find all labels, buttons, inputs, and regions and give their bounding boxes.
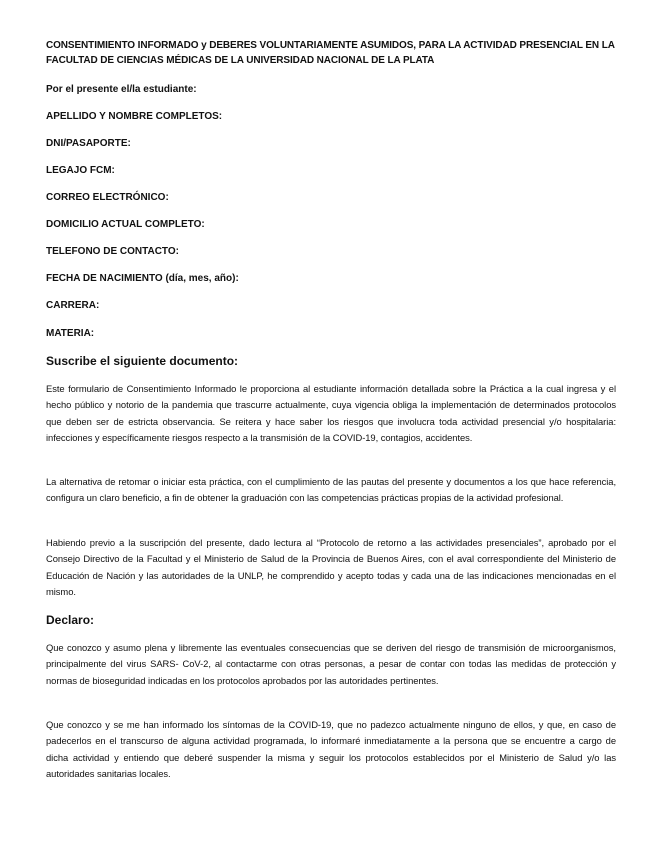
declare-heading: Declaro: <box>46 613 95 627</box>
intro-text: Por el presente el/la estudiante: <box>46 84 197 95</box>
field-phone-label: TELEFONO DE CONTACTO: <box>46 246 179 257</box>
field-legajo-label: LEGAJO FCM: <box>46 165 115 176</box>
field-birthdate-label: FECHA DE NACIMIENTO (día, mes, año): <box>46 273 239 284</box>
field-subject-label: MATERIA: <box>46 328 95 339</box>
paragraph-informed-consent: Este formulario de Consentimiento Informado le proporciona al estudiante información detallada sobre la Práctica a la cual ingresa y el hecho público y notorio de la pandemia que trascurre actualmente, cuya vigencia obliga la implementación de determinados protocolos que deben ser de estricta observancia. Se reitera y hace saber los riesgos que involucra toda actividad presencial y/o hospitalaria: infecciones y específicamente riesgos respecto a la transmisión de la COVID-19, contagios, accidentes. <box>46 383 616 444</box>
field-career-label: CARRERA: <box>46 300 100 311</box>
paragraph-protocol: Habiendo previo a la suscripción del presente, dado lectura al “Protocolo de retorno a las actividades presenciales”, aprobado por el Consejo Directivo de la Facultad y el Ministerio de Salud de la Provincia de Buenos Aires, con el aval correspondiente del Ministerio de Educación de Nación y las autoridades de la UNLP, he comprendido y acepto todas y cada una de las indicaciones mencionadas en el mismo. <box>46 537 616 598</box>
paragraph-alternative: La alternativa de retomar o iniciar esta práctica, con el cumplimiento de las pautas del presente y documentos a los que hace referencia, configura un claro beneficio, a fin de obtener la graduación con las competencias prácticas propias de la actividad profesional. <box>46 476 616 504</box>
field-name-label: APELLIDO Y NOMBRE COMPLETOS: <box>46 111 223 122</box>
field-email-label: CORREO ELECTRÓNICO: <box>46 192 169 203</box>
subscribe-heading: Suscribe el siguiente documento: <box>46 354 239 368</box>
declaration-symptoms: Que conozco y se me han informado los síntomas de la COVID-19, que no padezco actualmente ninguno de ellos, y que, en caso de padecerlos en el transcurso de alguna actividad programada, lo informaré inmediatamente a la persona que se encuentre a cargo de dicha actividad y entiendo que deberé suspender la misma y seguir los protocolos establecidos por el Ministerio de Salud y/o las autoridades sanitarias locales. <box>46 719 616 780</box>
field-dni-label: DNI/PASAPORTE: <box>46 138 131 149</box>
document-title: CONSENTIMIENTO INFORMADO y DEBERES VOLUNTARIAMENTE ASUMIDOS, PARA LA ACTIVIDAD PRESENCIAL EN LA FACULTAD DE CIENCIAS MÉDICAS DE LA UNIVERSIDAD NACIONAL DE LA PLATA <box>46 40 615 66</box>
field-address-label: DOMICILIO ACTUAL COMPLETO: <box>46 219 205 230</box>
declaration-risk: Que conozco y asumo plena y libremente las eventuales consecuencias que se deriven del riesgo de transmisión de microorganismos, principalmente del virus SARS- CoV-2, al contactarme con otras personas, a pesar de contar con todas las medidas de protección y normas de bioseguridad indicadas en los protocolos aprobados por las autoridades pertinentes. <box>46 642 616 686</box>
